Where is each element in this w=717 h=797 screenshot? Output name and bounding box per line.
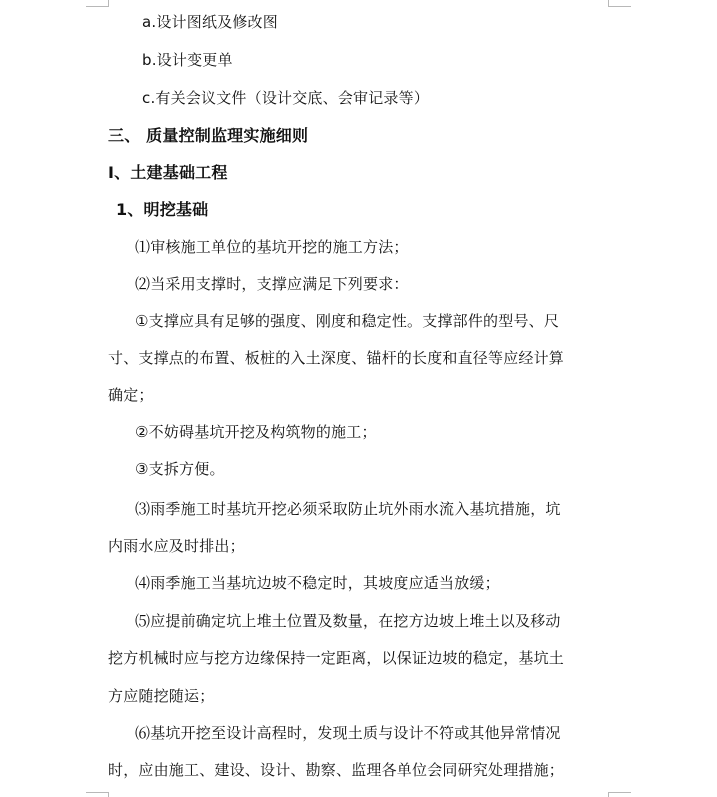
paragraph-3-line-3: 确定；	[108, 386, 154, 404]
paragraph-9-line-1: ⑹基坑开挖至设计高程时，发现土质与设计不符或其他异常情况	[135, 724, 561, 742]
paragraph-8-line-3: 方应随挖随运；	[108, 687, 215, 705]
paragraph-9-line-2: 时，应由施工、建设、设计、勘察、监理各单位会同研究处理措施；	[108, 761, 565, 779]
paragraph-3-line-1: ①支撑应具有足够的强度、刚度和稳定性。支撑部件的型号、尺	[135, 312, 560, 330]
margin-mark-bottom-left-vertical	[108, 792, 109, 797]
margin-mark-top-right	[609, 6, 631, 7]
list-item-a: a.设计图纸及修改图	[142, 13, 278, 31]
paragraph-4: ②不妨碍基坑开挖及构筑物的施工；	[135, 423, 377, 441]
paragraph-5: ③支拆方便。	[135, 460, 225, 478]
paragraph-1: ⑴审核施工单位的基坑开挖的施工方法；	[135, 238, 409, 256]
paragraph-8-line-2: 挖方机械时应与挖方边缘保持一定距离，以保证边坡的稳定，基坑土	[108, 649, 565, 667]
margin-mark-top-left-vertical	[108, 0, 109, 7]
subsection-heading: Ⅰ、土建基础工程	[108, 163, 228, 182]
paragraph-8-line-1: ⑸应提前确定坑上堆土位置及数量，在挖方边坡上堆土以及移动	[135, 612, 561, 630]
margin-mark-bottom-right	[609, 792, 631, 793]
paragraph-2: ⑵当采用支撑时，支撑应满足下列要求：	[135, 275, 409, 293]
topic-heading: 1、明挖基础	[116, 200, 209, 219]
list-item-b: b.设计变更单	[142, 51, 233, 69]
paragraph-6-line-1: ⑶雨季施工时基坑开挖必须采取防止坑外雨水流入基坑措施，坑	[135, 500, 561, 518]
paragraph-6-line-2: 内雨水应及时排出；	[108, 537, 245, 555]
paragraph-3-line-2: 寸、支撑点的布置、板桩的入土深度、锚杆的长度和直径等应经计算	[108, 349, 565, 367]
margin-mark-top-right-vertical	[608, 0, 609, 7]
margin-mark-bottom-left	[86, 792, 108, 793]
list-item-c: c.有关会议文件（设计交底、会审记录等）	[142, 89, 430, 107]
section-heading: 三、 质量控制监理实施细则	[108, 126, 309, 145]
paragraph-7: ⑷雨季施工当基坑边坡不稳定时，其坡度应适当放缓；	[135, 574, 500, 592]
margin-mark-bottom-right-vertical	[608, 792, 609, 797]
margin-mark-top-left	[86, 6, 108, 7]
